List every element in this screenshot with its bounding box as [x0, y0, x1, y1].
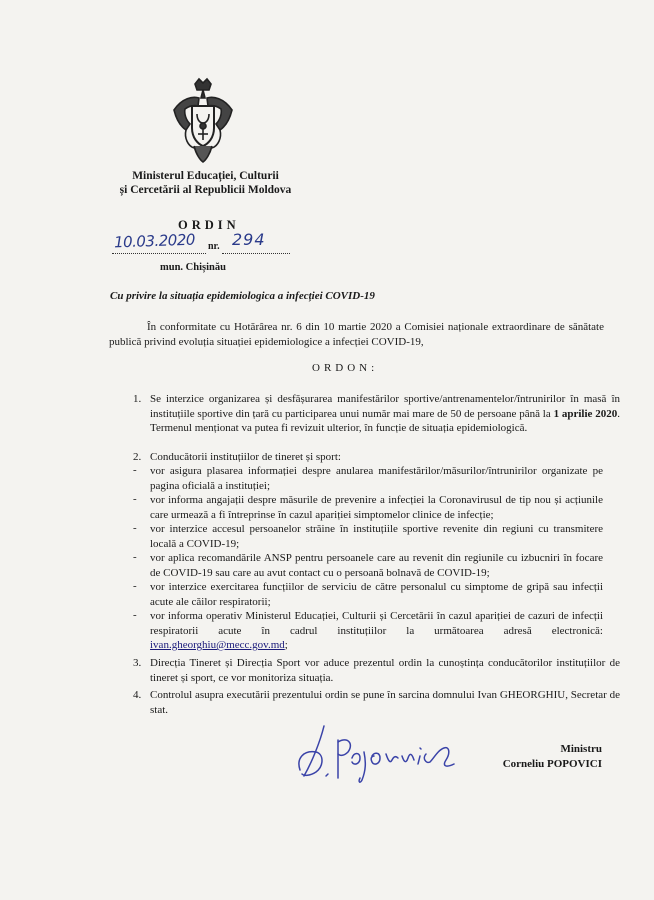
- city-name: mun. Chișinău: [160, 262, 226, 273]
- item-text: Se interzice organizarea și desfășurarea manifestărilor sportive/antrenamentelor/întrunirilor în masă în instituțiile sportive din țară cu participarea unui număr mai mare de 50 de persoane până la 1 aprilie 2020. Termenul menționat va putea fi revizuit ulterior, în funcție de situația epidemiologică.: [150, 393, 620, 434]
- bullet-dash: -: [133, 464, 137, 476]
- sub-item-1: vor asigura plasarea informației despre anularea manifestărilor/măsurilor/întrunirilor organizate pe pagina oficială a instituției;: [150, 465, 603, 492]
- handwritten-date: 10.03.2020: [113, 230, 196, 252]
- item-number: 2.: [133, 451, 142, 463]
- bullet-dash: -: [133, 580, 137, 592]
- bullet-dash: -: [133, 551, 137, 563]
- ministry-line-2: și Cercetării al Republicii Moldova: [119, 184, 292, 196]
- deadline-date: 1 aprilie 2020: [553, 407, 618, 420]
- order-title: ORDIN: [178, 218, 240, 232]
- coat-of-arms-emblem: [168, 76, 238, 164]
- item-text: Direcția Tineret și Direcția Sport vor aduce prezentul ordin la cunoștința conducătorilor instituțiilor de tineret și sport, ce vor monitoriza situația.: [150, 657, 620, 684]
- handwritten-order-number: 294: [232, 230, 266, 249]
- number-underline: [222, 253, 290, 254]
- bullet-dash: -: [133, 522, 137, 534]
- item-number: 1.: [133, 393, 142, 405]
- bullet-dash: -: [133, 609, 137, 621]
- item-number: 4.: [133, 689, 142, 701]
- signatory-block: [502, 742, 602, 771]
- ministry-line-1: Ministerul Educației, Culturii: [132, 170, 279, 182]
- item-number: 3.: [133, 657, 142, 669]
- item-text: Controlul asupra executării prezentului ordin se pune în sarcina domnului Ivan GHEORGHIU, Secretar de stat.: [150, 689, 620, 716]
- sub-item-6: vor informa operativ Ministerul Educației, Culturii și Cercetării în cazul apariției de cazuri de infecții respiratorii acute în cadrul instituțiilor la următoarea adresă electronică: ivan.gheorghiu@mecc.gov.md;: [150, 610, 603, 651]
- date-underline: [112, 253, 206, 254]
- preamble-paragraph: În conformitate cu Hotărârea nr. 6 din 10 martie 2020 a Comisiei naționale extraordinare de sănătate publică privind evoluția situației epidemiologice a infecției COVID-19,: [109, 321, 604, 348]
- ministry-name: [108, 169, 303, 197]
- bullet-dash: -: [133, 493, 137, 505]
- sub-item-5: vor interzice exercitarea funcțiilor de serviciu de către personalul cu simptome de gripă sau infecții acute ale căilor respiratorii;: [150, 581, 603, 608]
- sub-item-2: vor informa angajații despre măsurile de prevenire a infecției la Coronavirusul de tip nou și acțiunile care urmează a fi întreprinse în cazul apariției simptomelor clinice de infecție;: [150, 494, 603, 521]
- handwritten-signature: [294, 718, 464, 784]
- ordon-heading: ORDON:: [312, 362, 379, 374]
- signatory-title: Ministru: [560, 743, 602, 755]
- email-link[interactable]: ivan.gheorghiu@mecc.gov.md: [150, 639, 285, 651]
- order-subject: Cu privire la situația epidemiologica a infecției COVID-19: [110, 290, 375, 302]
- signatory-name: Corneliu POPOVICI: [502, 757, 602, 770]
- sub-item-4: vor aplica recomandările ANSP pentru persoanele care au revenit din regiunile cu izbucniri în focare de COVID-19 sau care au avut contact cu o persoană bolnavă de COVID-19;: [150, 552, 603, 579]
- number-label: nr.: [208, 241, 220, 252]
- item-text: Conducătorii instituțiilor de tineret și sport:: [150, 451, 341, 463]
- sub-item-3: vor interzice accesul persoanelor străine în instituțiile sportive revenite din regiuni cu transmitere locală a COVID-19;: [150, 523, 603, 550]
